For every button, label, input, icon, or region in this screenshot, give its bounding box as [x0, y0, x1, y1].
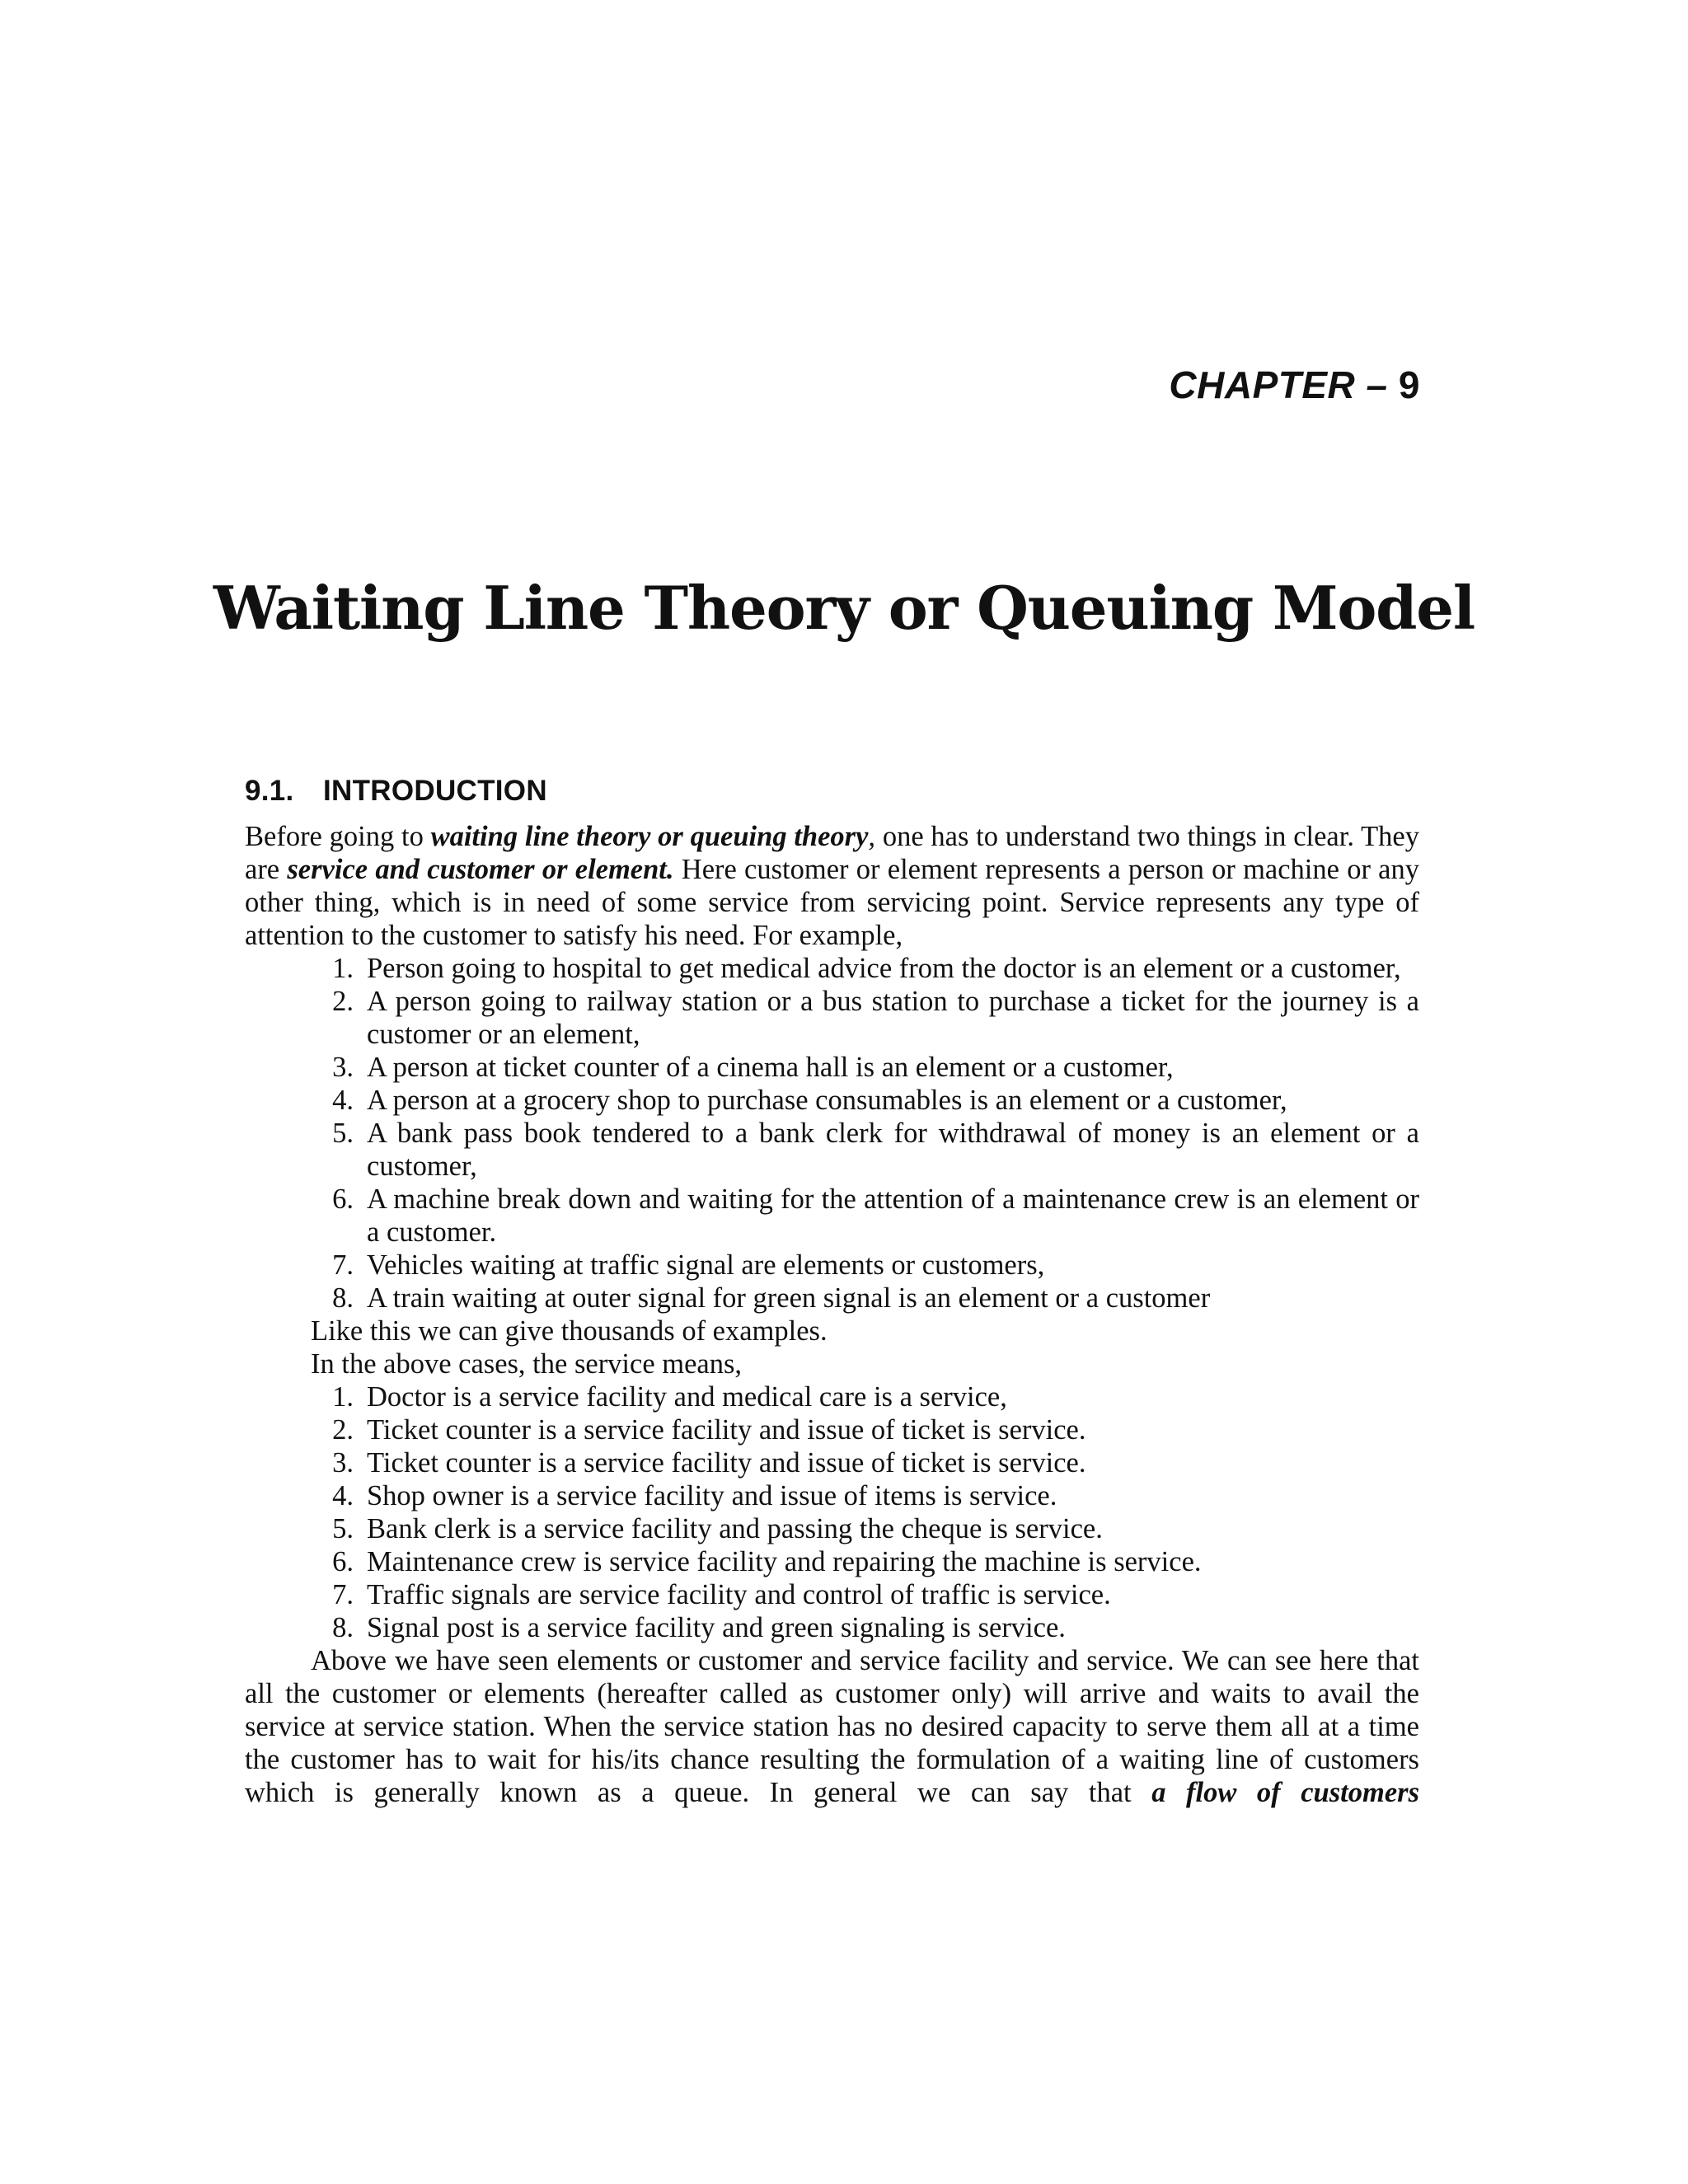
intro-paragraph	[245, 820, 1419, 952]
list-item	[245, 1051, 1419, 1084]
list-item	[245, 1413, 1419, 1446]
service-examples-list	[245, 1380, 1419, 1644]
closing-paragraph	[245, 1644, 1419, 1809]
list-item-number: 3.	[332, 1447, 354, 1479]
list-item-text: A person going to railway station or a bus station to purchase a ticket for the journey is a customer or an element,	[367, 986, 1419, 1050]
list-item-number: 1.	[332, 1381, 354, 1413]
list-item-text: A person at ticket counter of a cinema hall is an element or a customer,	[367, 1052, 1174, 1083]
list-item-text: Traffic signals are service facility and control of traffic is service.	[367, 1579, 1111, 1610]
list-item-number: 4.	[332, 1085, 354, 1116]
chapter-label	[1169, 363, 1420, 407]
list-item-text: A train waiting at outer signal for green signal is an element or a customer	[367, 1282, 1211, 1314]
list-item-text: Maintenance crew is service facility and repairing the machine is service.	[367, 1546, 1202, 1577]
list-item-text: Ticket counter is a service facility and issue of ticket is service.	[367, 1447, 1086, 1479]
chapter-number: 9	[1398, 363, 1420, 406]
intro-text-comma: ,	[868, 821, 876, 852]
above-cases-line: In the above cases, the service means,	[311, 1348, 743, 1380]
chapter-title: Waiting Line Theory or Queuing Model	[213, 573, 1475, 643]
list-item	[245, 1380, 1419, 1413]
list-item-number: 5.	[332, 1118, 354, 1149]
list-item-number: 1.	[332, 953, 354, 984]
section-heading	[245, 771, 1419, 812]
intro-text-1: Before going to	[245, 821, 431, 852]
list-item	[245, 1084, 1419, 1117]
like-this-line: Like this we can give thousands of examples.	[311, 1315, 828, 1347]
closing-text: Above we have seen elements or customer and service facility and service. We can see here that all the customer or elements (hereafter called as customer only) will arrive and waits to avail the service at service station. When the service station has no desired capacity to serve them all at a time the customer has to wait for his/its chance resulting the formulation of a waiting line of customers which is generally known as a queue. In general we can say that	[245, 1645, 1419, 1808]
list-item-number: 2.	[332, 986, 354, 1017]
list-item	[245, 1578, 1419, 1611]
list-item-text: Ticket counter is a service facility and issue of ticket is service.	[367, 1414, 1086, 1446]
list-item	[245, 1545, 1419, 1578]
list-item-text: A machine break down and waiting for the attention of a maintenance crew is an element or a customer.	[367, 1183, 1419, 1248]
list-item-text: Shop owner is a service facility and issue of items is service.	[367, 1480, 1057, 1511]
intro-text-2: one has to understand two things in clear. They are	[245, 821, 1419, 885]
list-item	[245, 952, 1419, 985]
chapter-dash: –	[1366, 363, 1388, 406]
list-item-number: 5.	[332, 1513, 354, 1544]
list-item	[245, 1183, 1419, 1249]
list-item-number: 4.	[332, 1480, 354, 1511]
chapter-body	[245, 771, 1419, 1809]
list-item-text: A bank pass book tendered to a bank clerk for withdrawal of money is an element or a customer,	[367, 1118, 1419, 1182]
list-item	[245, 1479, 1419, 1512]
list-item-text: Vehicles waiting at traffic signal are elements or customers,	[367, 1249, 1045, 1281]
list-item-number: 6.	[332, 1546, 354, 1577]
section-title: INTRODUCTION	[323, 775, 547, 807]
intro-emphasis-queuing-theory: waiting line theory or queuing theory	[430, 821, 869, 852]
list-item	[245, 1282, 1419, 1315]
list-item-text: Signal post is a service facility and green signaling is service.	[367, 1612, 1066, 1643]
list-item-number: 3.	[332, 1052, 354, 1083]
list-item	[245, 1611, 1419, 1644]
intro-emphasis-service-customer: service and customer or element.	[287, 854, 674, 885]
list-item-number: 8.	[332, 1282, 354, 1314]
closing-emphasis: a flow of customers	[1151, 1777, 1419, 1808]
customer-examples-list	[245, 952, 1419, 1315]
list-item-number: 7.	[332, 1579, 354, 1610]
list-item-text: Person going to hospital to get medical advice from the doctor is an element or a customer,	[367, 953, 1401, 984]
section-number: 9.1.	[245, 775, 294, 807]
chapter-word: CHAPTER	[1169, 363, 1356, 406]
intro-text-3: Here customer or element represents a person or machine or any other thing, which is in need of some service from servicing point. Service represents any type of attention to the customer to satisfy his need. For example,	[245, 854, 1419, 951]
list-item-number: 8.	[332, 1612, 354, 1643]
list-item	[245, 1117, 1419, 1183]
list-item	[245, 1512, 1419, 1545]
list-item	[245, 1249, 1419, 1282]
list-item-number: 7.	[332, 1249, 354, 1281]
list-item-text: Doctor is a service facility and medical care is a service,	[367, 1381, 1007, 1413]
list-item-text: A person at a grocery shop to purchase consumables is an element or a customer,	[367, 1085, 1287, 1116]
list-item	[245, 1446, 1419, 1479]
list-item	[245, 985, 1419, 1051]
list-item-number: 6.	[332, 1183, 354, 1215]
list-item-text: Bank clerk is a service facility and passing the cheque is service.	[367, 1513, 1103, 1544]
list-item-number: 2.	[332, 1414, 354, 1446]
